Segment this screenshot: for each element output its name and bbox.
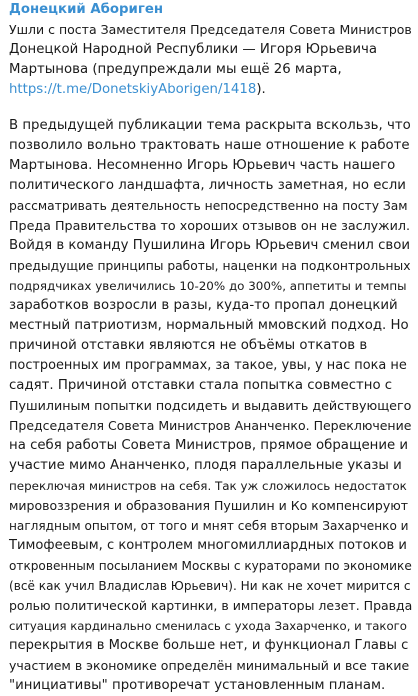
body-line: предыдущие принципы работы, наценки на подконтрольных [9, 259, 411, 273]
intro-paragraph [9, 20, 412, 100]
body-line: местный патриотизм, нормальный ммовский подход. Но [9, 318, 409, 333]
intro-line: Мартынова (предупреждали мы ещё 26 марта, [9, 62, 342, 77]
channel-name[interactable]: Донецкий Абориген [9, 2, 164, 17]
body-line: переключая министров на себя. Так уж сложилось недостаток [9, 479, 407, 493]
body-line: ситуация кардинально сменилась с ухода Захарченко, и такого [9, 619, 407, 633]
body-line: подрядчиках увеличились 10-20% до 300%, аппетиты и темпы [9, 279, 407, 293]
intro-link-line [9, 80, 412, 100]
body-line: позволило вольно трактовать наше отношение к работе [9, 138, 410, 153]
body-line: политического ландшафта, личность заметная, но если [9, 178, 406, 193]
body-line: наглядным опытом, от того и мнят себя вторым Захарченко и [9, 519, 409, 533]
body-line: построенных им программах, за такое, увы, у нас пока не [9, 358, 407, 373]
body-line: садят. Причиной отставки стала попытка совместно с [9, 378, 393, 393]
body-line: участием в экономике определён минимальный и все такие [9, 658, 410, 673]
body-line: В предыдущей публикации тема раскрыта вскользь, что [9, 118, 411, 133]
body-line: Войдя в команду Пушилина Игорь Юрьевич сменил свои [9, 238, 411, 253]
body-paragraph [9, 116, 412, 696]
body-line: (всё как учил Владислав Юрьевич). Ни как не хочет мирится с [9, 579, 411, 593]
body-line: Тимофеевым, с контролем многомиллиардных потоков и [9, 538, 407, 553]
body-line: причиной отставки являются не объёмы откатов в [9, 338, 368, 353]
body-line: откровенным посыланием Москвы с кураторами по экономике [9, 559, 412, 573]
body-line: на себя работы Совета Министров, прямое обращение и [9, 438, 409, 453]
body-line: мировоззрения и образования Пушилин и Ко компенсируют [9, 498, 409, 513]
post-link[interactable]: https://t.me/DonetskiyAborigen/1418 [9, 82, 257, 97]
intro-link-tail: ). [256, 82, 266, 97]
body-line: Председателя Совета Министров Ананченко. Переключение [9, 418, 412, 433]
body-line: Преда Правительства то хороших отзывов он не заслужил. [9, 218, 411, 233]
body-line: ролью политической картинки, в императоры лезет. Правда [9, 598, 413, 613]
body-line: перекрытия в Москве больше нет, и функционал Главы с [9, 638, 409, 653]
body-line: Пушилиным попытки подсидеть и выдавить действующего [9, 398, 412, 413]
body-line: участие мимо Ананченко, плодя параллельные указы и [9, 458, 402, 473]
body-line: Мартынова. Несомненно Игорь Юрьевич часть нашего [9, 158, 396, 173]
intro-line: Донецкой Народной Республики — Игоря Юрьевича [9, 42, 377, 57]
body-line: заработков возросли в разы, куда-то пропал донецкий [9, 298, 398, 313]
body-line: рассматривать деятельность непосредственно на посту Зам [9, 199, 408, 213]
intro-line: Ушли с поста Заместителя Председателя Совета Министров [9, 22, 412, 37]
body-line: "инициативы" противоречат установленным планам. [9, 678, 386, 693]
paragraph-gap [9, 100, 412, 116]
